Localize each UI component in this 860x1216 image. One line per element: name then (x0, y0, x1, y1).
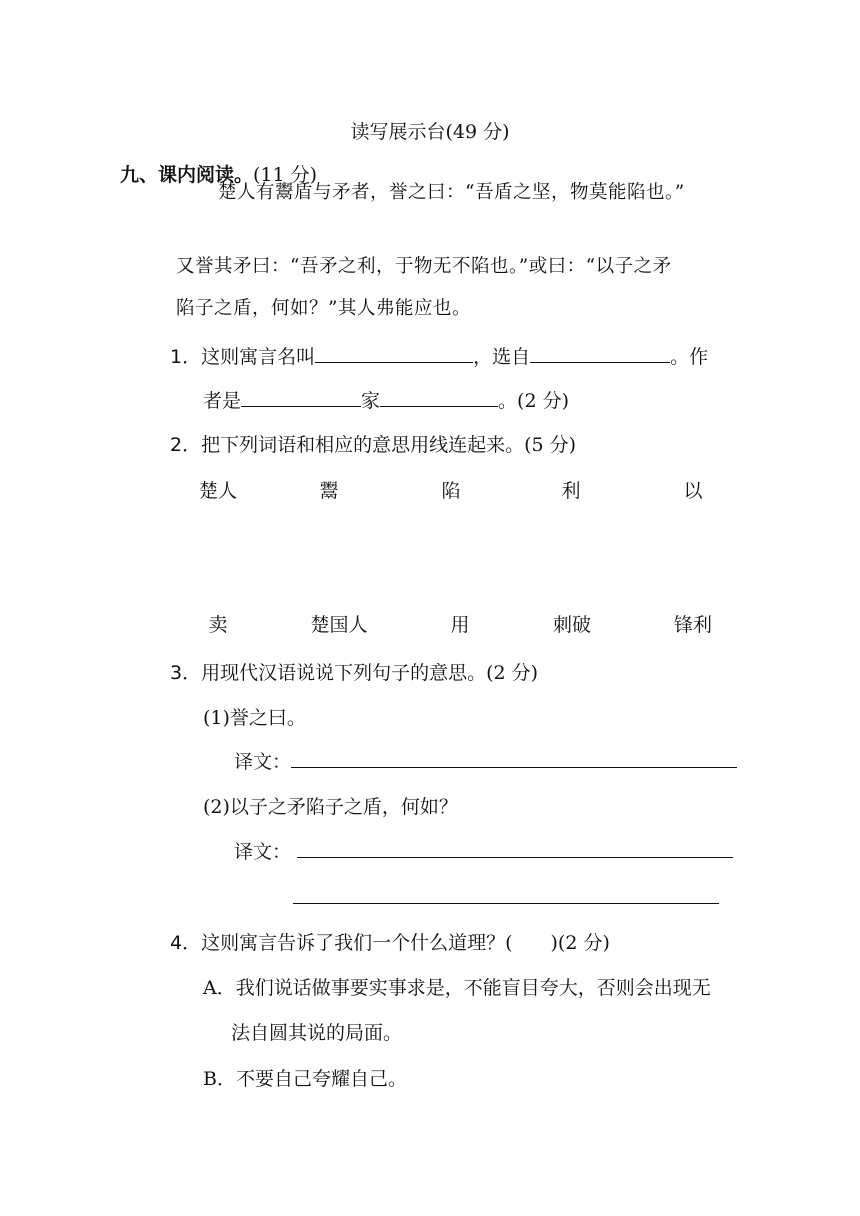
question-4-text: 这则寓言告诉了我们一个什么道理？( )(2 分) (201, 932, 610, 954)
match-bottom-word[interactable]: 卖 (208, 614, 228, 636)
translation-1-blank[interactable] (291, 747, 737, 768)
question-1-number: 1． (170, 346, 202, 368)
q1-text-f: 。(2 分) (498, 390, 569, 412)
match-top-word[interactable]: 鬻 (319, 480, 339, 502)
match-top-word[interactable]: 陷 (441, 480, 461, 502)
translation-2-blank[interactable] (297, 837, 733, 858)
q1-text-a: 这则寓言名叫 (201, 346, 316, 368)
q1-text-c: 。作 (670, 346, 709, 368)
q1-text-b: ，选自 (473, 346, 531, 368)
question-1-line-2 (203, 386, 569, 413)
translation-label: 译文： (234, 841, 292, 863)
question-4 (170, 928, 610, 955)
q3-sentence-1: (1)誉之曰。 (203, 707, 306, 729)
match-bottom-word[interactable]: 楚国人 (310, 614, 368, 636)
q1-blank-source[interactable] (530, 342, 670, 363)
translation-2-blank-continued[interactable] (293, 883, 719, 904)
q1-blank-school[interactable] (380, 386, 498, 407)
match-top-word[interactable]: 楚人 (198, 480, 237, 502)
heading-label: 九、课内阅读。 (120, 164, 254, 186)
q1-text-e: 家 (361, 390, 381, 412)
q1-text-d: 者是 (203, 390, 242, 412)
match-bottom-word[interactable]: 刺破 (552, 614, 591, 636)
match-top-word[interactable]: 利 (561, 480, 581, 502)
section-title: 读写展示台(49 分) (350, 121, 510, 143)
q3-translation-1 (234, 747, 737, 774)
q1-blank-author[interactable] (241, 386, 361, 407)
match-bottom-word[interactable]: 锋利 (673, 614, 712, 636)
match-top-word[interactable]: 以 (683, 480, 703, 502)
q3-sentence-2: (2)以子之矛陷子之盾，何如？ (203, 796, 458, 818)
question-1-line-1 (170, 342, 708, 369)
q3-translation-2-line-2 (293, 883, 719, 909)
heading-points: (11 分) (253, 164, 318, 186)
option-a-line-1[interactable]: A．我们说话做事要实事求是，不能盲目夸大，否则会出现无 (203, 977, 711, 999)
passage-line-3: 陷子之盾，何如？”其人弗能应也。 (176, 298, 471, 319)
option-a-line-2: 法自圆其说的局面。 (231, 1022, 403, 1044)
q1-blank-title[interactable] (315, 342, 473, 363)
question-4-number: 4． (170, 932, 202, 954)
question-2 (170, 430, 576, 457)
q3-translation-2 (234, 837, 733, 864)
passage-line-2: 又誉其矛曰：“吾矛之利，于物无不陷也。”或曰：“以子之矛 (176, 256, 672, 277)
match-bottom-word[interactable]: 用 (450, 614, 470, 636)
question-2-text: 把下列词语和相应的意思用线连起来。(5 分) (201, 434, 577, 456)
option-b[interactable]: B．不要自己夸耀自己。 (203, 1068, 407, 1090)
question-3-text: 用现代汉语说说下列句子的意思。(2 分) (201, 662, 539, 684)
translation-label: 译文： (234, 751, 292, 773)
question-2-number: 2． (170, 434, 202, 456)
question-3-number: 3． (170, 662, 202, 684)
question-3 (170, 658, 538, 685)
passage-line-1: 楚人有鬻盾与矛者，誉之曰：“吾盾之坚，物莫能陷也。” (218, 182, 685, 203)
